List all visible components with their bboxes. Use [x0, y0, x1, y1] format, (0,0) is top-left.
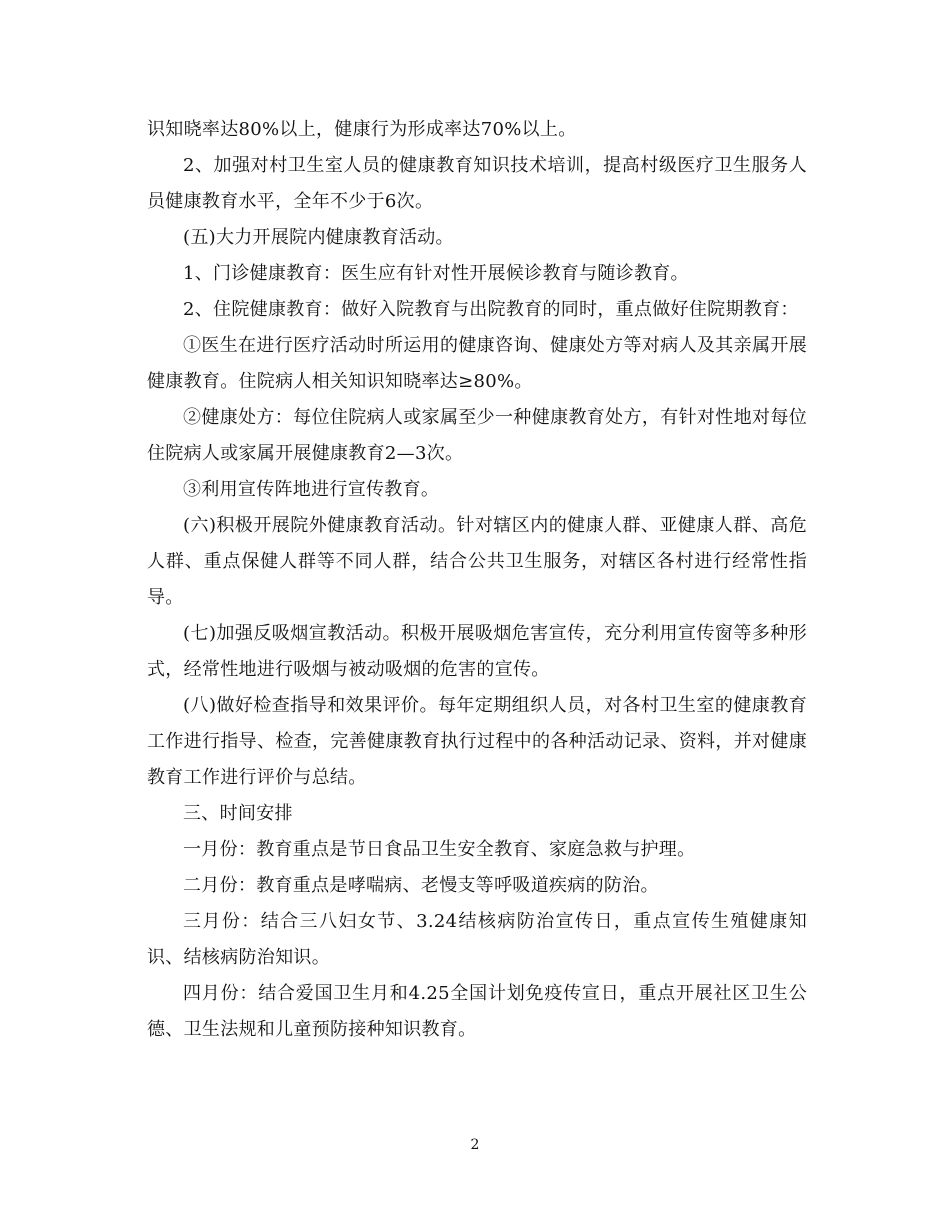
- schedule-february: 二月份：教育重点是哮喘病、老慢支等呼吸道疾病的防治。: [183, 875, 659, 896]
- schedule-april: 四月份：结合爱国卫生月和4.25全国计划免疫传宣日，重点开展社区卫生公德、卫生法规和儿童预防接种知识教育。: [147, 983, 807, 1040]
- paragraph-continuation: 识知晓率达80%以上，健康行为形成率达70%以上。: [147, 119, 577, 140]
- section-heading-6: (六)积极开展院外健康教育活动。针对辖区内的健康人群、亚健康人群、高危人群、重点保健人群等不同人群，结合公共卫生服务，对辖区各村进行经常性指导。: [147, 515, 807, 608]
- page-number: 2: [470, 1137, 480, 1153]
- section-heading-7: (七)加强反吸烟宣教活动。积极开展吸烟危害宣传，充分利用宣传窗等多种形式，经常性地进行吸烟与被动吸烟的危害的宣传。: [147, 623, 807, 680]
- paragraph-outpatient: 1、门诊健康教育：医生应有针对性开展候诊教育与随诊教育。: [183, 263, 689, 284]
- section-heading-8: (八)做好检查指导和效果评价。每年定期组织人员，对各村卫生室的健康教育工作进行指导、检查，完善健康教育执行过程中的各种活动记录、资料，并对健康教育工作进行评价与总结。: [147, 695, 807, 788]
- schedule-january: 一月份：教育重点是节日食品卫生安全教育、家庭急救与护理。: [183, 839, 696, 860]
- paragraph-item-1: ①医生在进行医疗活动时所运用的健康咨询、健康处方等对病人及其亲属开展健康教育。住院病人相关知识知晓率达≥80%。: [147, 335, 807, 392]
- paragraph-village-training: 2、加强对村卫生室人员的健康教育知识技术培训，提高村级医疗卫生服务人员健康教育水平，全年不少于6次。: [147, 155, 807, 212]
- paragraph-item-2: ②健康处方：每位住院病人或家属至少一种健康教育处方，有针对性地对每位住院病人或家属开展健康教育2—3次。: [147, 407, 807, 464]
- section-heading-5: (五)大力开展院内健康教育活动。: [183, 227, 454, 248]
- section-heading-schedule: 三、时间安排: [183, 803, 293, 824]
- paragraph-item-3: ③利用宣传阵地进行宣传教育。: [183, 479, 440, 500]
- schedule-march: 三月份：结合三八妇女节、3.24结核病防治宣传日，重点宣传生殖健康知识、结核病防治知识。: [147, 911, 807, 968]
- paragraph-inpatient: 2、住院健康教育：做好入院教育与出院教育的同时，重点做好住院期教育：: [183, 299, 799, 320]
- document-body: [147, 112, 807, 1048]
